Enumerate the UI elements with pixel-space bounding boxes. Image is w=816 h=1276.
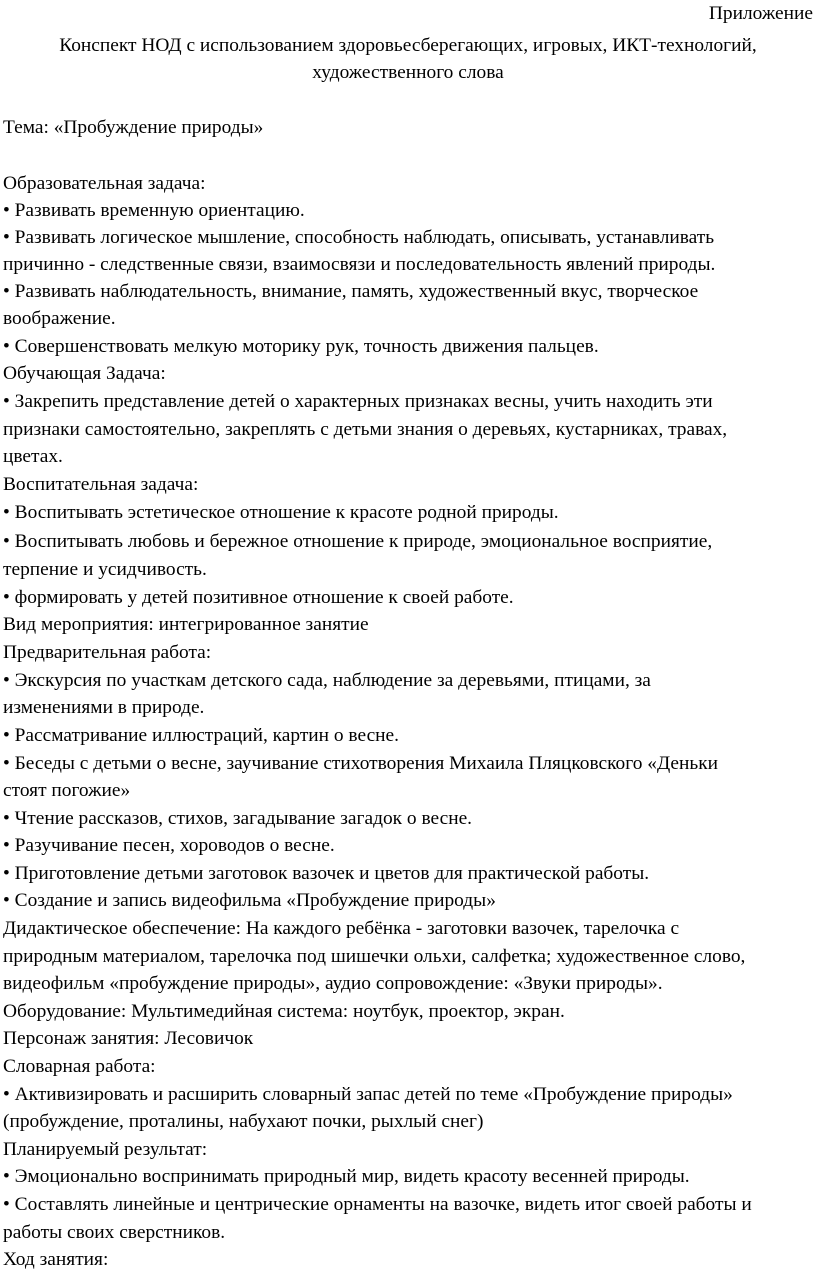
educational-task-line: • Совершенствовать мелкую моторику рук, точность движения пальцев.	[3, 336, 599, 357]
educational-task-line: • Развивать логическое мышление, способность наблюдать, описывать, устанавливать	[3, 227, 715, 248]
upbringing-task-line: • формировать у детей позитивное отношение к своей работе.	[3, 587, 514, 608]
topic: Тема: «Пробуждение природы»	[3, 117, 264, 138]
educational-task-label: Образовательная задача:	[3, 173, 206, 194]
planned-result-label: Планируемый результат:	[3, 1139, 208, 1160]
didactic-support-line: Дидактическое обеспечение: На каждого ребёнка - заготовки вазочек, тарелочка с	[3, 918, 680, 939]
preliminary-work-line: стоят погожие»	[3, 780, 131, 801]
preliminary-work-line: • Разучивание песен, хороводов о весне.	[3, 835, 335, 856]
upbringing-task-line: терпение и усидчивость.	[3, 559, 207, 580]
preliminary-work-label: Предварительная работа:	[3, 642, 212, 663]
preliminary-work-line: • Беседы с детьми о весне, заучивание стихотворения Михаила Пляцковского «Деньки	[3, 753, 719, 774]
lesson-character: Персонаж занятия: Лесовичок	[3, 1028, 254, 1049]
planned-result-line: • Составлять линейные и центрические орнаменты на вазочке, видеть итог своей работы и	[3, 1194, 752, 1215]
preliminary-work-line: • Создание и запись видеофильма «Пробуждение природы»	[3, 890, 496, 911]
preliminary-work-line: • Рассматривание иллюстраций, картин о весне.	[3, 725, 400, 746]
preliminary-work-line: • Приготовление детьми заготовок вазочек и цветов для практической работы.	[3, 863, 650, 884]
educational-task-line: воображение.	[3, 308, 116, 329]
vocabulary-work-label: Словарная работа:	[3, 1056, 156, 1077]
vocabulary-work-line: (пробуждение, проталины, набухают почки, рыхлый снег)	[3, 1111, 484, 1132]
educational-task-line: • Развивать временную ориентацию.	[3, 200, 305, 221]
educational-task-line: • Развивать наблюдательность, внимание, память, художественный вкус, творческое	[3, 281, 699, 302]
didactic-support-line: видеофильм «пробуждение природы», аудио сопровождение: «Звуки природы».	[3, 973, 663, 994]
planned-result-line: • Эмоционально воспринимать природный мир, видеть красоту весенней природы.	[3, 1166, 690, 1187]
lesson-course-heading: Ход занятия:	[3, 1249, 109, 1270]
preliminary-work-line: • Экскурсия по участкам детского сада, наблюдение за деревьями, птицами, за	[3, 670, 651, 691]
vocabulary-work-line: • Активизировать и расширить словарный запас детей по теме «Пробуждение природы»	[3, 1084, 733, 1105]
upbringing-task-line: • Воспитывать любовь и бережное отношение к природе, эмоциональное восприятие,	[3, 531, 713, 552]
document-title-line-2: художественного слова	[312, 62, 504, 83]
upbringing-task-label: Воспитательная задача:	[3, 474, 199, 495]
educational-task-line: причинно - следственные связи, взаимосвязи и последовательность явлений природы.	[3, 254, 716, 275]
teaching-task-label: Обучающая Задача:	[3, 363, 166, 384]
appendix-label: Приложение	[708, 3, 813, 24]
equipment: Оборудование: Мультимедийная система: ноутбук, проектор, экран.	[3, 1001, 565, 1022]
teaching-task-line: цветах.	[3, 446, 63, 467]
planned-result-line: работы своих сверстников.	[3, 1222, 226, 1243]
teaching-task-line: признаки самостоятельно, закреплять с детьми знания о деревьях, кустарниках, травах,	[3, 419, 728, 440]
didactic-support-line: природным материалом, тарелочка под шишечки ольхи, салфетка; художественное слово,	[3, 946, 746, 967]
document-title-line-1: Конспект НОД с использованием здоровьесберегающих, игровых, ИКТ-технологий,	[59, 35, 757, 56]
event-type: Вид мероприятия: интегрированное занятие	[3, 614, 369, 635]
preliminary-work-line: изменениями в природе.	[3, 697, 205, 718]
upbringing-task-line: • Воспитывать эстетическое отношение к красоте родной природы.	[3, 502, 559, 523]
teaching-task-line: • Закрепить представление детей о характерных признаках весны, учить находить эти	[3, 391, 713, 412]
preliminary-work-line: • Чтение рассказов, стихов, загадывание загадок о весне.	[3, 808, 473, 829]
